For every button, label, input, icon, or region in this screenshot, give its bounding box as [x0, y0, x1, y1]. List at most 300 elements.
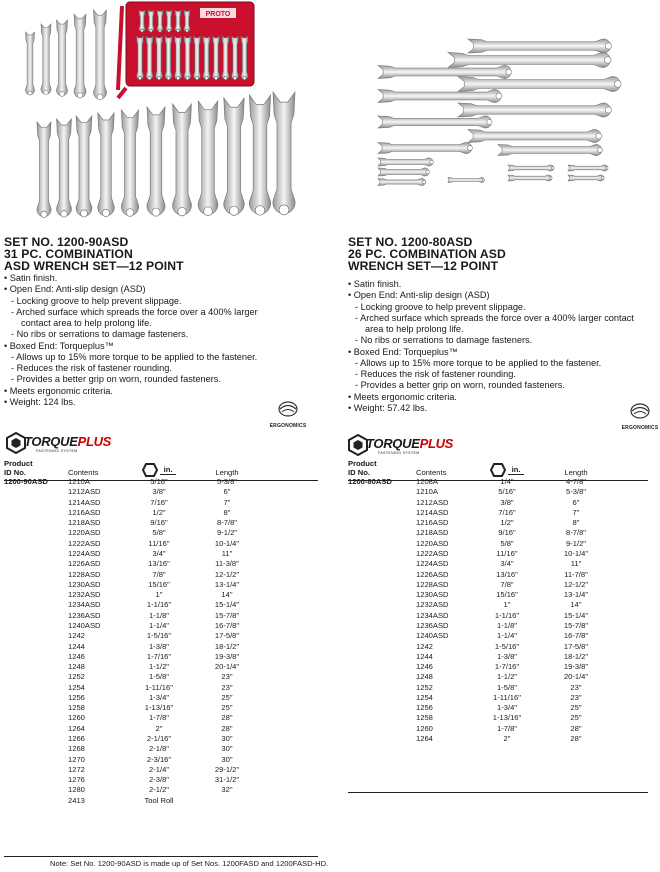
product-id-cell: [348, 549, 416, 559]
torqueplus-logo: [348, 434, 468, 460]
box-end-hole: [61, 211, 68, 218]
length-cell: 15-7/8": [214, 610, 240, 620]
wrench-shape: [139, 10, 145, 32]
length-cell: 25": [221, 692, 233, 702]
table-row: [348, 508, 648, 518]
size-cell: 1-1/8": [496, 620, 517, 630]
table-row: [348, 652, 648, 662]
length-cell: 15-1/4": [563, 610, 589, 620]
length-cell: 28": [221, 723, 233, 733]
table-row: [348, 518, 648, 528]
table-row: [348, 498, 648, 508]
wrench-shape: [458, 103, 611, 117]
length-cell: 8-7/8": [565, 528, 586, 538]
wrench-shape: [378, 90, 501, 103]
roll-label: PROTO: [205, 11, 231, 18]
contents-cell: 1222ASD: [68, 538, 101, 548]
product-id-cell: [4, 662, 68, 672]
contents-cell: 1232ASD: [416, 600, 449, 610]
contents-cell: 1226ASD: [416, 569, 449, 579]
contents-cell: 1260: [416, 723, 433, 733]
product-id-cell: [4, 693, 68, 703]
table-row: [348, 590, 648, 600]
size-cell: 1-3/4": [496, 703, 517, 713]
ergonomics-badge: [268, 400, 308, 429]
bullet-item: • Weight: 124 lbs.: [4, 396, 76, 407]
contents-cell: 1258: [68, 703, 85, 713]
wrench-shape: [568, 175, 604, 181]
table-row: [348, 528, 648, 538]
wrench-shape: [213, 36, 220, 79]
set-title-right: [348, 236, 506, 272]
size-cell: 15/16": [148, 579, 170, 589]
length-cell: 11": [221, 548, 233, 558]
contents-cell: 1246: [68, 651, 85, 661]
size-cell: 1": [503, 600, 511, 610]
box-end-hole: [224, 77, 227, 80]
size-cell: 1-13/16": [492, 713, 522, 723]
wrench-shape: [378, 143, 472, 154]
table-row: [4, 744, 320, 754]
table-row: [348, 487, 648, 497]
size-cell: 1-1/8": [148, 610, 169, 620]
size-cell: 2": [155, 723, 163, 733]
product-id-cell: [348, 662, 416, 672]
box-end-hole: [177, 29, 180, 32]
product-id-cell: [4, 580, 68, 590]
length-cell: 10-1/4": [214, 538, 240, 548]
ergonomics-badge: [620, 402, 660, 431]
product-id-cell: [4, 549, 68, 559]
contents-cell: 1230ASD: [416, 590, 449, 600]
product-id-cell: [348, 693, 416, 703]
length-cell: 25": [570, 703, 582, 713]
table-row: [4, 600, 320, 610]
length-cell: 29-1/2": [214, 764, 240, 774]
product-id-cell: [348, 631, 416, 641]
product-id-cell: [4, 713, 68, 723]
wrench-shape: [184, 36, 191, 79]
box-end-hole: [604, 57, 611, 64]
table-row: [348, 724, 648, 734]
box-end-hole: [204, 207, 213, 216]
bullet-item: • Boxed End: Torqueplus™: [348, 346, 458, 357]
contents-cell: 1264: [68, 723, 85, 733]
wrench-shape: [273, 92, 295, 214]
torqueplus-logo: [6, 432, 126, 458]
contents-cell: 1214ASD: [68, 497, 101, 507]
size-cell: 1-1/16": [494, 610, 520, 620]
wrench-shape: [448, 178, 484, 183]
wrench-shape: [249, 95, 270, 214]
sub-bullet-item: - Arched surface which spreads the force over a 400% larger: [11, 306, 258, 317]
box-end-hole: [167, 77, 170, 80]
contents-cell: 1230ASD: [68, 579, 101, 589]
col-header-contents: Contents: [68, 468, 99, 477]
wrench-shape: [121, 110, 138, 215]
sub-bullet-item: - Allows up to 15% more torque to be applied to the fastener.: [11, 351, 258, 362]
box-end-hole: [60, 91, 65, 96]
wrench-set-photo-left: [22, 0, 314, 232]
size-cell: 2": [503, 734, 511, 744]
hex-size-icon: [490, 463, 506, 477]
length-cell: 12-1/2": [214, 569, 240, 579]
length-cell: 9-1/2": [565, 538, 586, 548]
table-row: [4, 539, 320, 549]
size-cell: 1-5/8": [496, 682, 517, 692]
size-cell: 1-3/8": [496, 651, 517, 661]
product-id-cell: [4, 621, 68, 631]
table-row: [348, 693, 648, 703]
contents-cell: 1210A: [416, 487, 438, 497]
contents-cell: 1268: [68, 744, 85, 754]
product-id-cell: [348, 683, 416, 693]
sub-bullet-item: - Reduces the risk of fastener rounding.: [11, 363, 172, 373]
product-id-cell: [4, 683, 68, 693]
length-cell: 30": [221, 744, 233, 754]
wrench-illustration-right: [366, 38, 636, 198]
table-row: [4, 755, 320, 765]
table-row: [4, 518, 320, 528]
size-cell: 3/4": [152, 548, 166, 558]
table-row: [4, 765, 320, 775]
sub-bullet-item: - No ribs or serrations to damage fasteners.: [355, 335, 533, 346]
wrench-shape: [458, 77, 620, 92]
length-cell: [190, 796, 264, 806]
length-cell: 10-1/4": [563, 548, 589, 558]
wrench-shape: [232, 36, 239, 79]
contents-cell: 1272: [68, 764, 85, 774]
table-row: [348, 703, 648, 713]
size-cell: 2-3/16": [146, 754, 172, 764]
size-cell: 3/8": [500, 497, 514, 507]
wrench-shape: [57, 119, 72, 216]
table-row: [4, 662, 320, 672]
wrench-shape: [76, 116, 92, 216]
contents-cell: 1208A: [416, 477, 438, 486]
size-cell: 1-11/16": [145, 682, 173, 692]
bullet-item: • Meets ergonomic criteria.: [4, 385, 113, 396]
box-end-hole: [506, 69, 512, 75]
size-cell: 1-1/2": [496, 672, 517, 682]
title-line: ASD WRENCH SET—12 POINT: [4, 259, 184, 273]
length-cell: 16-7/8": [214, 620, 240, 630]
wrench-shape: [222, 36, 229, 79]
product-id-cell: [4, 775, 68, 785]
sub-bullet-item: - Reduces the risk of fastener rounding.: [355, 369, 516, 379]
box-end-hole: [178, 207, 186, 215]
table-row: [4, 487, 320, 497]
box-end-hole: [430, 160, 434, 164]
product-id-cell: [4, 765, 68, 775]
contents-cell: 1226ASD: [68, 559, 101, 569]
size-cell: 5/8": [500, 538, 514, 548]
contents-cell: 1212ASD: [68, 487, 101, 497]
contents-cell: 1252: [416, 682, 433, 692]
length-cell: 23": [570, 692, 582, 702]
feature-list-left: [4, 273, 258, 408]
wrench-shape: [378, 168, 429, 176]
size-cell: 1-7/16": [494, 662, 520, 672]
wrench-shape: [173, 104, 192, 215]
product-id-cell: [4, 590, 68, 600]
product-id-cell: [4, 570, 68, 580]
wrench-shape: [448, 53, 610, 68]
product-id-cell: [4, 611, 68, 621]
length-cell: 12-1/2": [563, 579, 589, 589]
box-end-hole: [229, 206, 238, 215]
length-cell: 30": [221, 734, 233, 744]
wrench-shape: [175, 36, 182, 79]
box-end-hole: [605, 167, 608, 170]
product-id-cell: [4, 744, 68, 754]
wrench-shape: [94, 10, 107, 99]
contents-cell: 1244: [68, 641, 85, 651]
size-cell: 2-3/8": [148, 775, 169, 785]
contents-cell: 1220ASD: [416, 538, 449, 548]
table-row: [348, 642, 648, 652]
wrench-shape: [378, 116, 491, 128]
wrench-shape: [157, 10, 163, 32]
contents-cell: 1224ASD: [416, 559, 449, 569]
col-header-length: Length: [564, 468, 588, 477]
table-row: [4, 549, 320, 559]
bullet-item: • Open End: Anti-slip design (ASD): [4, 284, 146, 295]
size-cell: 7/16": [498, 507, 516, 517]
table-row: [4, 713, 320, 723]
product-id-cell: [348, 703, 416, 713]
contents-cell: 2413: [68, 795, 85, 805]
length-cell: 9-1/2": [216, 528, 237, 538]
hex-size-icon: [142, 463, 158, 477]
table-row: [4, 580, 320, 590]
wrench-shape: [26, 32, 35, 95]
wrench-table-right: [348, 459, 648, 744]
sub-bullet-item: - Arched surface which spreads the force over a 400% larger contact: [355, 312, 634, 323]
contents-cell: 1232ASD: [68, 590, 101, 600]
size-cell: 1-5/8": [148, 672, 169, 682]
box-end-hole: [549, 177, 552, 180]
box-end-hole: [138, 77, 141, 80]
length-cell: 32": [221, 785, 233, 795]
contents-cell: 1218ASD: [416, 528, 449, 538]
contents-cell: 1252: [68, 672, 85, 682]
box-end-hole: [423, 180, 426, 183]
product-id-cell: [4, 672, 68, 682]
wrench-shape: [568, 165, 608, 171]
box-end-hole: [186, 77, 189, 80]
box-end-hole: [426, 170, 430, 174]
wrench-shape: [175, 10, 181, 32]
length-cell: 8": [572, 518, 580, 528]
box-end-hole: [41, 211, 47, 217]
wrench-shape: [57, 20, 68, 96]
size-cell: 3/4": [500, 559, 514, 569]
box-end-hole: [150, 29, 153, 32]
wrench-shape: [37, 122, 51, 217]
wrench-shape: [194, 36, 201, 79]
wrench-shape: [166, 10, 172, 32]
table-row: [348, 539, 648, 549]
product-id-cell: [348, 508, 416, 518]
length-cell: 23": [221, 672, 233, 682]
product-id-cell: [4, 734, 68, 744]
torqueplus-hex-icon: [6, 432, 26, 454]
length-cell: 11": [570, 559, 582, 569]
product-id-cell: [4, 528, 68, 538]
size-cell: 1-7/8": [148, 713, 169, 723]
contents-cell: 1248: [416, 672, 433, 682]
size-cell: 1-3/4": [148, 692, 169, 702]
box-end-hole: [596, 133, 602, 139]
product-id-cell: [4, 487, 68, 497]
contents-cell: 1258: [416, 713, 433, 723]
size-cell: 1-5/16": [146, 631, 172, 641]
product-id-cell: [4, 755, 68, 765]
contents-cell: 1254: [416, 692, 433, 702]
ergonomics-label: ERGONOMICS: [269, 423, 307, 429]
box-end-hole: [214, 77, 217, 80]
table-row: [4, 621, 320, 631]
length-cell: 6": [572, 497, 580, 507]
col-header-size: in.: [128, 459, 190, 477]
length-cell: 17-5/8": [214, 631, 240, 641]
length-cell: 7": [223, 497, 231, 507]
box-end-hole: [605, 43, 611, 49]
product-id-cell: [4, 559, 68, 569]
table-row: [4, 683, 320, 693]
length-cell: 8": [223, 507, 231, 517]
wrench-shape: [98, 113, 114, 216]
box-end-hole: [102, 209, 109, 216]
product-id-cell: [348, 518, 416, 528]
wrench-shape: [378, 158, 433, 166]
sub-bullet-item: - Provides a better grip on worn, rounded fasteners.: [11, 374, 221, 385]
product-id-cell: [348, 713, 416, 723]
table-row: [4, 734, 320, 744]
box-end-hole: [551, 167, 554, 170]
length-cell: 28": [570, 723, 582, 733]
product-id-cell: 1200-80ASD: [348, 477, 392, 486]
product-id-cell: [4, 703, 68, 713]
length-cell: 15-7/8": [563, 620, 589, 630]
table-row: [4, 785, 320, 795]
size-cell: 1-5/16": [494, 641, 520, 651]
length-cell: 16-7/8": [563, 631, 589, 641]
box-end-hole: [255, 206, 265, 216]
table-row: [4, 775, 320, 785]
length-cell: 11-3/8": [215, 559, 239, 569]
box-end-hole: [467, 146, 472, 151]
contents-cell: 1240ASD: [416, 631, 449, 641]
sub-bullet-item: contact area to help prolong life.: [21, 318, 152, 328]
sub-bullet-item: area to help prolong life.: [365, 324, 464, 334]
brand-plus: PLUS: [419, 436, 454, 451]
wrench-illustration-left: [22, 0, 314, 232]
box-end-hole: [152, 208, 160, 216]
product-id-cell: [4, 631, 68, 641]
col-header-product: Product ID No.: [348, 459, 377, 477]
ergonomics-label: ERGONOMICS: [621, 425, 659, 431]
contents-cell: 1236ASD: [416, 620, 449, 630]
box-end-hole: [141, 29, 144, 32]
size-cell: 5/8": [152, 528, 166, 538]
box-end-hole: [279, 205, 289, 215]
table-row: [4, 498, 320, 508]
size-cell: 1": [155, 590, 163, 600]
length-cell: 25": [221, 703, 233, 713]
contents-cell: 1244: [416, 651, 433, 661]
wrench-shape: [508, 165, 554, 171]
size-cell: 9/16": [150, 518, 168, 528]
product-id-cell: [4, 518, 68, 528]
product-id-cell: [4, 642, 68, 652]
product-id-cell: [348, 539, 416, 549]
contents-cell: 1224ASD: [68, 548, 101, 558]
contents-cell: 1260: [68, 713, 85, 723]
wrench-shape: [165, 36, 172, 79]
product-id-cell: [348, 559, 416, 569]
wrench-shape: [198, 101, 218, 215]
table-row: [4, 672, 320, 682]
size-cell: 1/2": [500, 518, 514, 528]
contents-cell: 1228ASD: [416, 579, 449, 589]
table-bottom-rule-right: [348, 792, 648, 793]
product-id-cell: [4, 498, 68, 508]
box-end-hole: [186, 29, 189, 32]
wrench-shape: [74, 14, 86, 97]
wrench-shape: [241, 36, 248, 79]
ergonomics-icon: [277, 400, 299, 418]
contents-cell: 1218ASD: [68, 518, 101, 528]
table-row: [4, 590, 320, 600]
contents-cell: 1280: [68, 785, 85, 795]
contents-cell: 1214ASD: [416, 507, 449, 517]
contents-cell: 1240ASD: [68, 620, 101, 630]
length-cell: 13-1/4": [563, 590, 589, 600]
table-row: [4, 652, 320, 662]
title-line: SET NO. 1200-80ASD: [348, 235, 473, 249]
contents-cell: 1228ASD: [68, 569, 101, 579]
contents-cell: 1220ASD: [68, 528, 101, 538]
sub-bullet-item: - Locking groove to help prevent slippage.: [11, 295, 182, 306]
table-row: [348, 477, 648, 487]
length-cell: 23": [570, 682, 582, 692]
wrench-shape: [203, 36, 210, 79]
product-id-cell: [4, 796, 68, 806]
contents-cell: 1246: [416, 662, 433, 672]
brand-torque: TORQUE: [366, 436, 420, 451]
table-row: [4, 477, 320, 487]
size-cell: 1-7/8": [496, 723, 517, 733]
box-end-hole: [601, 177, 604, 180]
box-end-hole: [148, 77, 151, 80]
table-bottom-rule-left: [4, 856, 318, 857]
length-cell: 30": [221, 754, 233, 764]
brand-tagline: FASTENING SYSTEM: [36, 449, 78, 453]
length-cell: 14": [221, 590, 233, 600]
contents-cell: 1236ASD: [68, 610, 101, 620]
col-header-contents: Contents: [416, 468, 447, 477]
product-id-cell: 1200-90ASD: [4, 477, 48, 486]
wrench-shape: [41, 24, 51, 94]
size-cell: 2-1/8": [148, 744, 169, 754]
length-cell: 25": [570, 713, 582, 723]
sub-bullet-item: - No ribs or serrations to damage fasteners.: [11, 329, 189, 340]
product-id-cell: [348, 600, 416, 610]
product-id-cell: [348, 611, 416, 621]
brand-torque: TORQUE: [24, 434, 78, 449]
